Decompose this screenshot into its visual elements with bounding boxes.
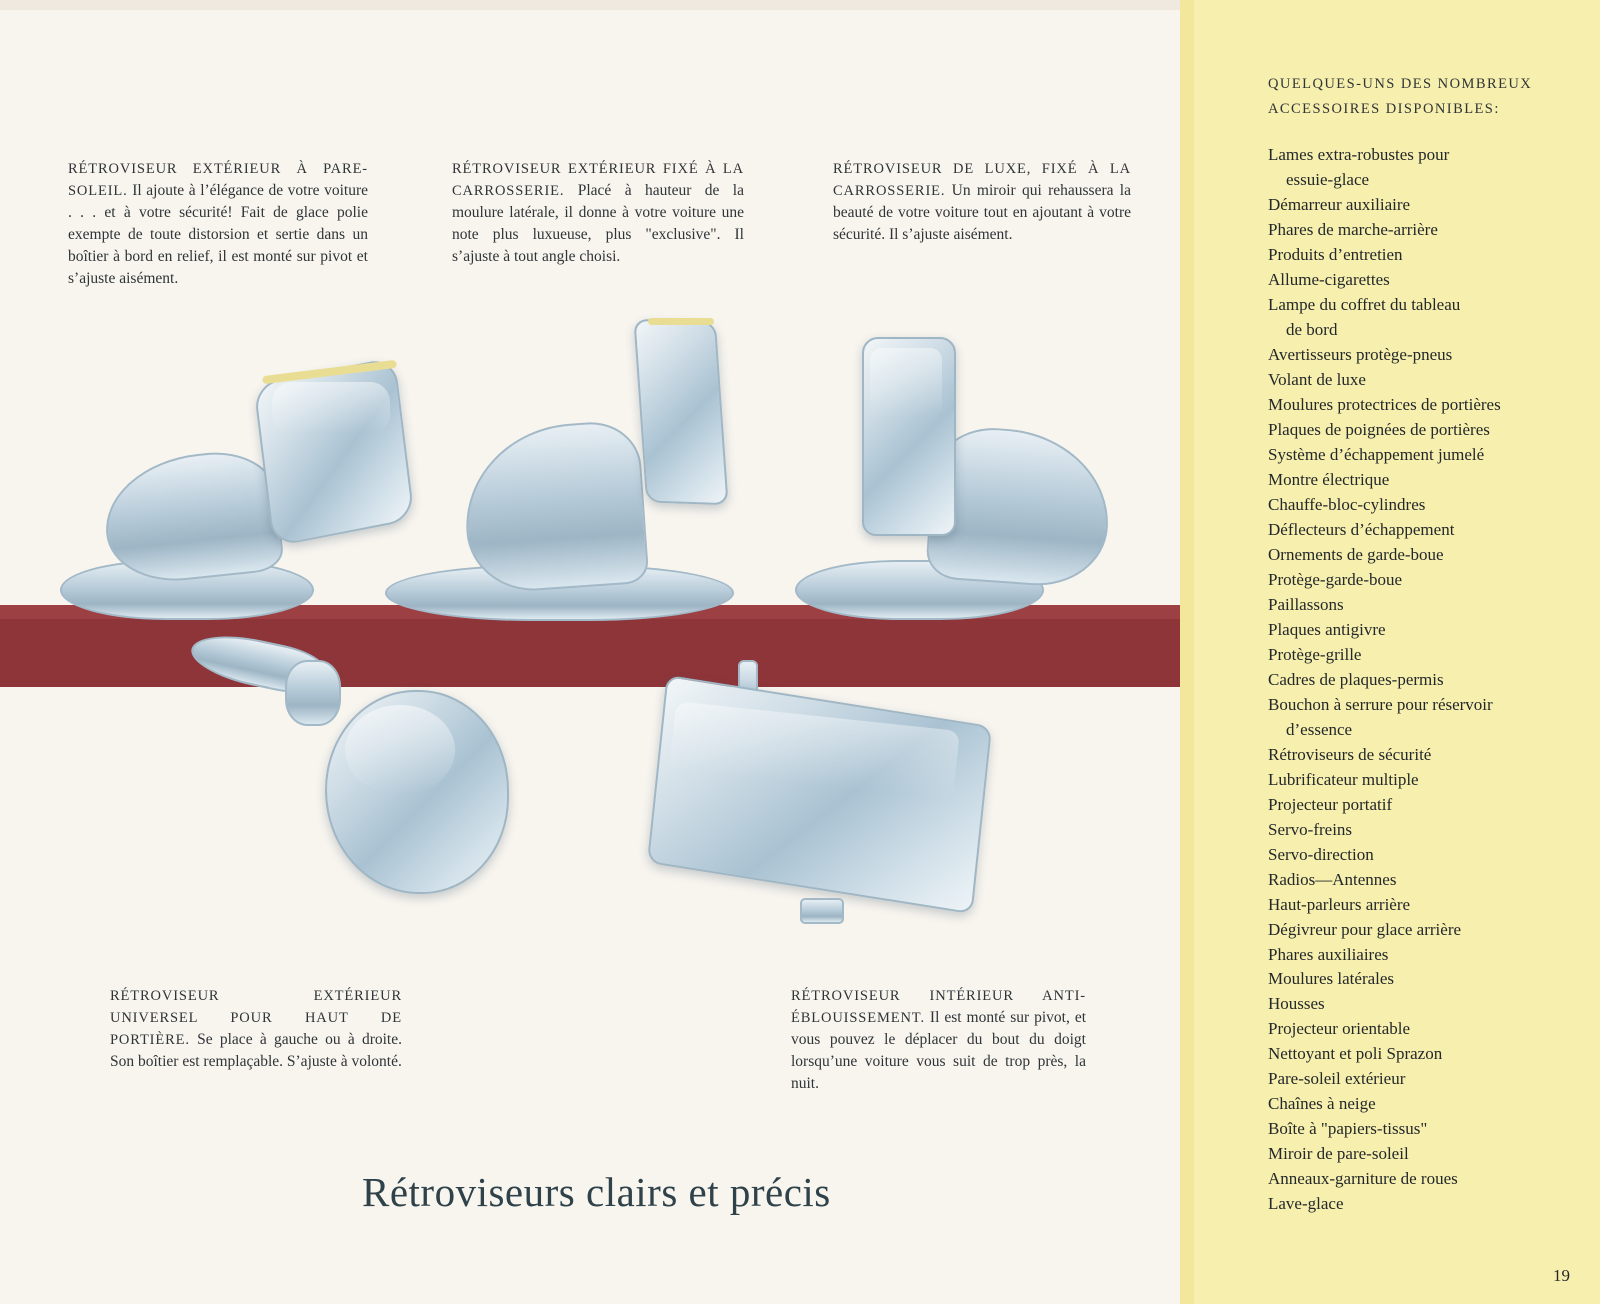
caption-lead: RÉTROVISEUR DE LUXE, FIXÉ À LA CARROSSERIE.: [833, 161, 1131, 199]
list-item-continuation: d’essence: [1286, 719, 1353, 739]
list-item: [1268, 343, 1578, 368]
sidebar-title-line2: ACCESSOIRES DISPONIBLES:: [1268, 100, 1500, 117]
list-item-label: Chaînes à neige: [1268, 1094, 1376, 1114]
list-item: [1268, 293, 1578, 343]
list-item-label: Moulures latérales: [1268, 969, 1395, 989]
list-item-continuation: de bord: [1286, 319, 1338, 339]
list-item: [1268, 643, 1578, 668]
list-item: [1268, 943, 1578, 968]
list-item-label: Moulures protectrices de portières: [1268, 394, 1501, 414]
list-item-label: Montre électrique: [1268, 469, 1390, 489]
list-item: [1268, 1167, 1578, 1192]
list-item-label: Démarreur auxiliaire: [1268, 194, 1411, 214]
list-item-label: Protège-garde-boue: [1268, 569, 1403, 589]
list-item-label: Lames extra-robustes pour: [1268, 145, 1450, 164]
list-item: [1268, 818, 1578, 843]
list-item-label: Anneaux-garniture de roues: [1268, 1169, 1458, 1189]
list-item-continuation: essuie-glace: [1286, 169, 1370, 189]
list-item: [1268, 218, 1578, 243]
list-item: [1268, 793, 1578, 818]
list-item-label: Déflecteurs d’échappement: [1268, 519, 1455, 539]
list-item: [1268, 243, 1578, 268]
caption-text: Placé à hauteur de la moulure latérale, il donne à votre voiture une note plus luxueuse, plus "exclusive". Il s’ajuste à tout angle choisi.: [452, 182, 744, 265]
list-item: [1268, 1092, 1578, 1117]
list-item-label: Protège-grille: [1268, 644, 1362, 664]
list-item: [1268, 843, 1578, 868]
list-item-label: Lampe du coffret du tableau: [1268, 294, 1461, 314]
list-item-label: Lave-glace: [1268, 1194, 1344, 1214]
list-item-label: Bouchon à serrure pour réservoir: [1268, 694, 1493, 714]
list-item-label: Pare-soleil extérieur: [1268, 1069, 1406, 1089]
list-item: [1268, 468, 1578, 493]
sidebar-title-line1: QUELQUES-UNS DES NOMBREUX: [1268, 76, 1533, 92]
list-item: [1268, 1042, 1578, 1067]
caption-text: Un miroir qui rehaussera la beauté de votre voiture tout en ajoutant à votre sécurité. Il s’ajuste aisément.: [833, 182, 1131, 243]
list-item: [1268, 268, 1578, 293]
list-item: [1268, 868, 1578, 893]
list-item: [1268, 1017, 1578, 1042]
list-item-label: Servo-freins: [1268, 819, 1353, 839]
list-item: [1268, 193, 1578, 218]
list-item-label: Nettoyant et poli Sprazon: [1268, 1044, 1443, 1064]
list-item-label: Système d’échappement jumelé: [1268, 444, 1485, 464]
list-item: [1268, 743, 1578, 768]
list-item-label: Plaques de poignées de portières: [1268, 419, 1490, 439]
list-item-label: Dégivreur pour glace arrière: [1268, 919, 1462, 939]
list-item-label: Projecteur orientable: [1268, 1019, 1411, 1039]
list-item-label: Haut-parleurs arrière: [1268, 894, 1411, 914]
list-item: [1268, 368, 1578, 393]
sidebar-edge: [1180, 0, 1194, 1304]
accessories-list: [1268, 143, 1578, 1217]
list-item-label: Servo-direction: [1268, 844, 1374, 864]
list-item-label: Avertisseurs protège-pneus: [1268, 344, 1453, 364]
list-item-label: Lubrificateur multiple: [1268, 769, 1419, 789]
list-item: [1268, 443, 1578, 468]
list-item-label: Produits d’entretien: [1268, 244, 1403, 264]
accessories-sidebar: [1180, 0, 1600, 1304]
list-item: [1268, 393, 1578, 418]
list-item: [1268, 518, 1578, 543]
list-item: [1268, 918, 1578, 943]
list-item: [1268, 693, 1578, 743]
list-item-label: Chauffe-bloc-cylindres: [1268, 494, 1426, 514]
list-item: [1268, 618, 1578, 643]
page-number: 19: [1553, 1266, 1570, 1285]
list-item: [1268, 893, 1578, 918]
caption-lead: RÉTROVISEUR EXTÉRIEUR À PARE-SOLEIL.: [68, 161, 368, 199]
list-item-label: Phares auxiliaires: [1268, 944, 1389, 964]
caption-text: Il ajoute à l’élégance de votre voiture . . . et à votre sécurité! Fait de glace polie exempte de toute distorsion et sertie dans un boîtier à bord en relief, il est monté sur pivot et s’ajuste aisément.: [68, 182, 368, 287]
list-item: [1268, 143, 1578, 193]
list-item: [1268, 418, 1578, 443]
list-item-label: Radios—Antennes: [1268, 869, 1397, 889]
page-title: Rétroviseurs clairs et précis: [362, 1169, 831, 1215]
sidebar-title: [1268, 72, 1568, 121]
list-item: [1268, 593, 1578, 618]
list-item-label: Allume-cigarettes: [1268, 269, 1390, 289]
list-item-label: Projecteur portatif: [1268, 794, 1393, 814]
list-item: [1268, 568, 1578, 593]
list-item: [1268, 1067, 1578, 1092]
list-item-label: Housses: [1268, 994, 1325, 1014]
list-item-label: Volant de luxe: [1268, 369, 1366, 389]
caption-lead: RÉTROVISEUR INTÉRIEUR ANTI-ÉBLOUISSEMENT.: [791, 988, 1086, 1026]
list-item-label: Phares de marche-arrière: [1268, 219, 1438, 239]
caption-text: Se place à gauche ou à droite. Son boîtier est remplaçable. S’ajuste à volonté.: [110, 1031, 402, 1070]
caption-lead: RÉTROVISEUR EXTÉRIEUR UNIVERSEL POUR HAUT DE PORTIÈRE.: [110, 988, 402, 1048]
list-item: [1268, 768, 1578, 793]
caption-text: Il est monté sur pivot, et vous pouvez le déplacer du bout du doigt lorsqu’une voiture vous suit de trop près, la nuit.: [791, 1009, 1086, 1092]
list-item: [1268, 1142, 1578, 1167]
list-item: [1268, 1117, 1578, 1142]
list-item: [1268, 493, 1578, 518]
list-item-label: Ornements de garde-boue: [1268, 544, 1444, 564]
list-item-label: Rétroviseurs de sécurité: [1268, 744, 1432, 764]
list-item-label: Plaques antigivre: [1268, 619, 1386, 639]
caption-interieur-anti-eblouissement: [791, 985, 1086, 1095]
list-item-label: Paillassons: [1268, 594, 1344, 614]
caption-lead: RÉTROVISEUR EXTÉRIEUR FIXÉ À LA CARROSSERIE.: [452, 161, 744, 199]
list-item: [1268, 1192, 1578, 1217]
list-item-label: Boîte à "papiers-tissus": [1268, 1119, 1428, 1139]
list-item-label: Cadres de plaques-permis: [1268, 669, 1444, 689]
list-item: [1268, 543, 1578, 568]
list-item: [1268, 668, 1578, 693]
list-item: [1268, 967, 1578, 992]
list-item-label: Miroir de pare-soleil: [1268, 1144, 1409, 1164]
list-item: [1268, 992, 1578, 1017]
